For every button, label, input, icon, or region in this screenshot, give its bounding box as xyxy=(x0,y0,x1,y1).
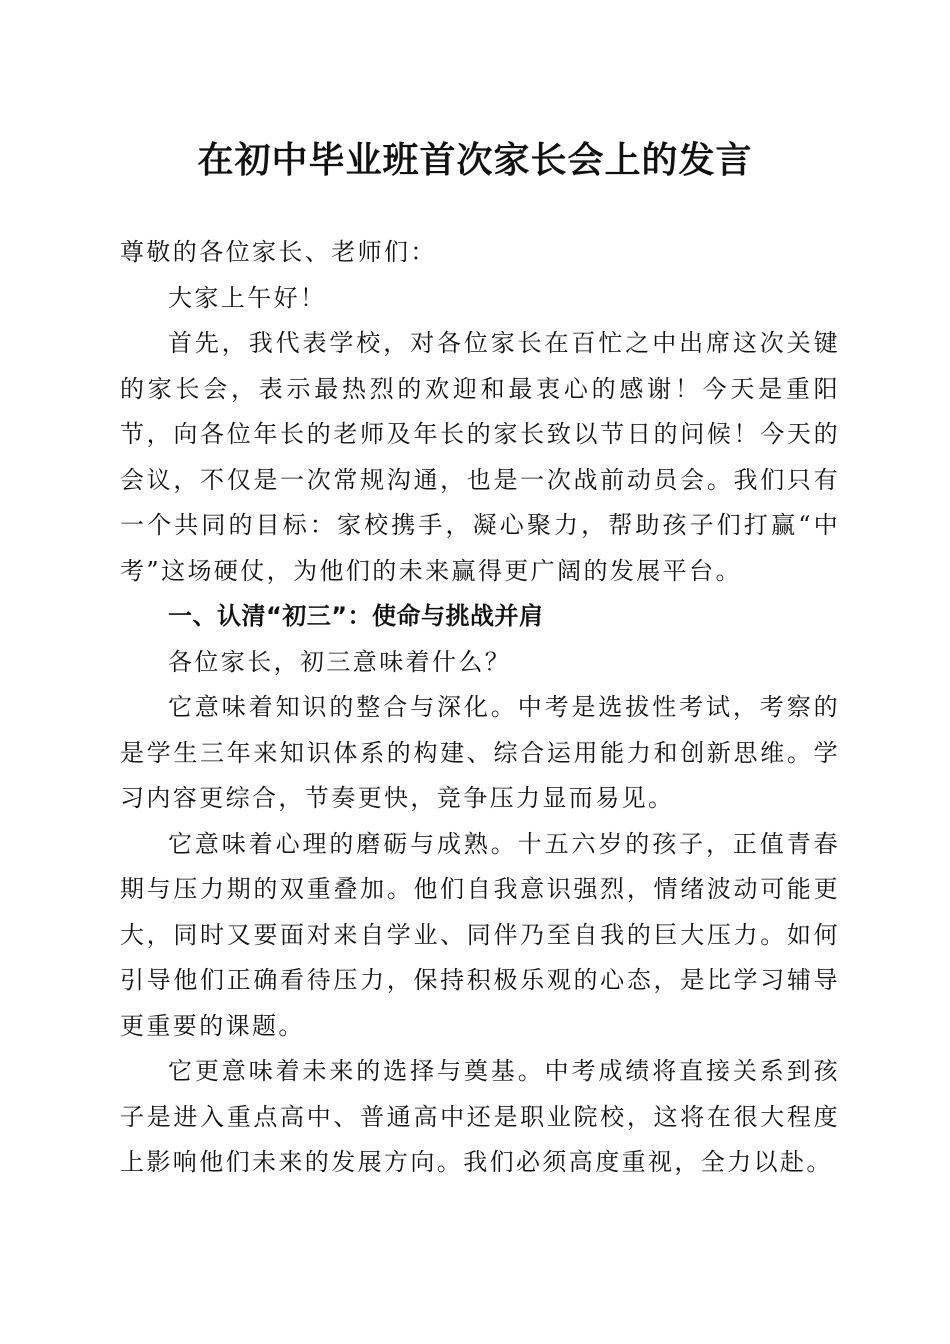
paragraph-psychology: 它意味着心理的磨砺与成熟。十五六岁的孩子，正值青春期与压力期的双重叠加。他们自我意识强烈，情绪波动可能更大，同时又要面对来自学业、同伴乃至自我的巨大压力。如何引导他们正确看待压力，保持积极乐观的心态，是比学习辅导更重要的课题。 xyxy=(120,829,840,1040)
section-heading-1: 一、认清“初三”：使命与挑战并肩 xyxy=(168,602,544,630)
paragraph-question: 各位家长，初三意味着什么？ xyxy=(168,647,512,676)
document-body xyxy=(120,230,840,1186)
paragraph-greeting: 大家上午好！ xyxy=(168,283,327,312)
salutation: 尊敬的各位家长、老师们： xyxy=(120,238,437,266)
document-title: 在初中毕业班首次家长会上的发言 xyxy=(197,139,753,181)
paragraph-intro: 首先，我代表学校，对各位家长在百忙之中出席这次关键的家长会，表示最热烈的欢迎和最衷心的感谢！今天是重阳节，向各位年长的老师及年长的家长致以节日的问候！今天的会议，不仅是一次常规沟通，也是一次战前动员会。我们只有一个共同的目标：家校携手，凝心聚力，帮助孩子们打赢“中考”这场硬仗，为他们的未来赢得更广阔的发展平台。 xyxy=(120,329,840,585)
paragraph-knowledge: 它意味着知识的整合与深化。中考是选拔性考试，考察的是学生三年来知识体系的构建、综合运用能力和创新思维。学习内容更综合，节奏更快，竞争压力显而易见。 xyxy=(120,693,840,812)
paragraph-future: 它更意味着未来的选择与奠基。中考成绩将直接关系到孩子是进入重点高中、普通高中还是职业院校，这将在很大程度上影响他们未来的发展方向。我们必须高度重视，全力以赴。 xyxy=(120,1057,840,1176)
